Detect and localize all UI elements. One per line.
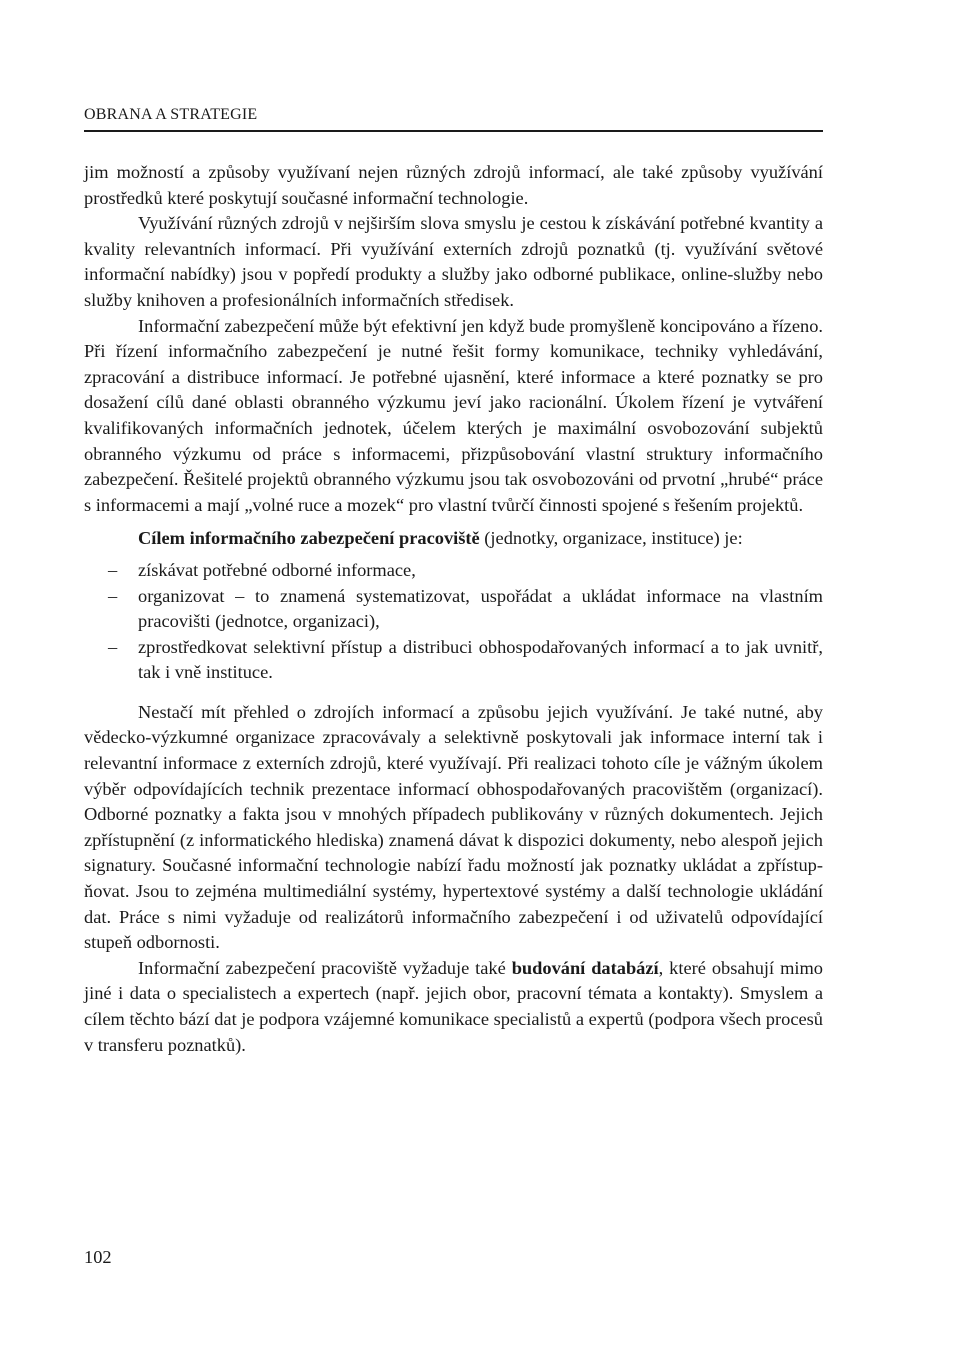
- list-item: – zprostředkovat selektivní přístup a distribuci obhospodařovaných informací a to jak uvnitř, tak i vně instituce.: [84, 635, 823, 686]
- paragraph-databases: [84, 956, 823, 1058]
- paragraph-goal: [84, 526, 823, 552]
- goal-bold-phrase: Cílem informačního zabezpečení pracoviště: [138, 528, 480, 549]
- list-item: – organizovat – to znamená systematizovat, uspořádat a ukládat informace na vlastním pracovišti (jednotce, organizaci),: [84, 584, 823, 635]
- list-item: – získávat potřebné odborné informace,: [84, 558, 823, 584]
- paragraph-continuation: jim možností a způsoby využívaní nejen různých zdrojů informací, ale také způsoby využívání prostředků které poskytují současné informační technologie.: [84, 162, 823, 208]
- paragraph-management: Informační zabezpečení může být efektivní jen když bude promyšleně koncipováno a řízeno. Při řízení informačního zabezpečení je nutné řešit formy komunikace, techniky vyhledávání, zpracování a distribuce informací. Je potřebné ujasnění, které informace a které poznatky se pro dosažení cílů dané oblasti obranného výzkumu jeví jako racionální. Úkolem řízení je vytváření kvalifikovaných informačních jednotek, účelem kterých je maximální osvobozování subjektů obranného výzkumu od práce s informacemi, přizpůsobování vlastní struktury informačního zabezpečení. Řešitelé projektů obranného výzkumu jsou tak osvobozováni od prvotní „hrubé“ práce s informacemi a mají „volné ruce a mozek“ pro vlastní tvůrčí činnosti spojené s řešením projektů.: [84, 315, 823, 515]
- databases-end: , které obsahují mimo jiné i data o specialistech a expertech (např. jejich obor, pracovní témata a kontakty). Smyslem a cílem těchto bází dat je podpora vzájemné komunikace specialistů a expertů (podpora všech procesů v transferu poznatků).: [84, 957, 823, 1055]
- paragraph-overview: Nestačí mít přehled o zdrojích informací a způsobu jejich využívání. Je také nutné, aby vědecko-výzkumné organizace zpracovávaly a selektivně poskytovali jak informace interní tak i relevantní informace z externích zdrojů, které využívají. Při realizaci tohoto cíle je vážným úkolem výběr odpovídajících technik prezentace informací obhospodařovaných pracovištěm (organizací). Odborné poznatky a fakta jsou v mnohých případech publikovány v různých dokumentech. Jejich zpřístupnění (z informatického hlediska) znamená dávat k dispozici dokumenty, nebo alespoň jejich signatury. Současné informační technologie nabízí řadu možností jak poznatky ukládat a zpřístupňovat. Jsou to zejména multimediální systémy, hypertextové systémy a další technologie ukládání dat. Práce s nimi vyžaduje od realizátorů informačního zabezpečení i od uživatelů odpovídající stupeň odbornosti.: [84, 701, 823, 953]
- databases-bold-phrase: budování databází: [511, 957, 659, 978]
- databases-start: Informační zabezpečení pracoviště vyžaduje také: [138, 957, 512, 978]
- goal-list: [84, 558, 823, 686]
- paragraph-sources: Využívání různých zdrojů v nejširším slova smyslu je cestou k získávání potřebné kvantity a kvality relevantních informací. Při využívání externích zdrojů poznatků (tj. využívání světové informační nabídky) jsou v popředí produkty a služby jako odborné publikace, online-služby nebo služby knihoven a profesionálních informačních středisek.: [84, 213, 823, 310]
- goal-rest: (jednotky, organizace, instituce) je:: [479, 528, 743, 549]
- body-text: [84, 160, 823, 1058]
- running-head-title: OBRANA A STRATEGIE: [84, 106, 823, 132]
- page-number: 102: [84, 1247, 112, 1267]
